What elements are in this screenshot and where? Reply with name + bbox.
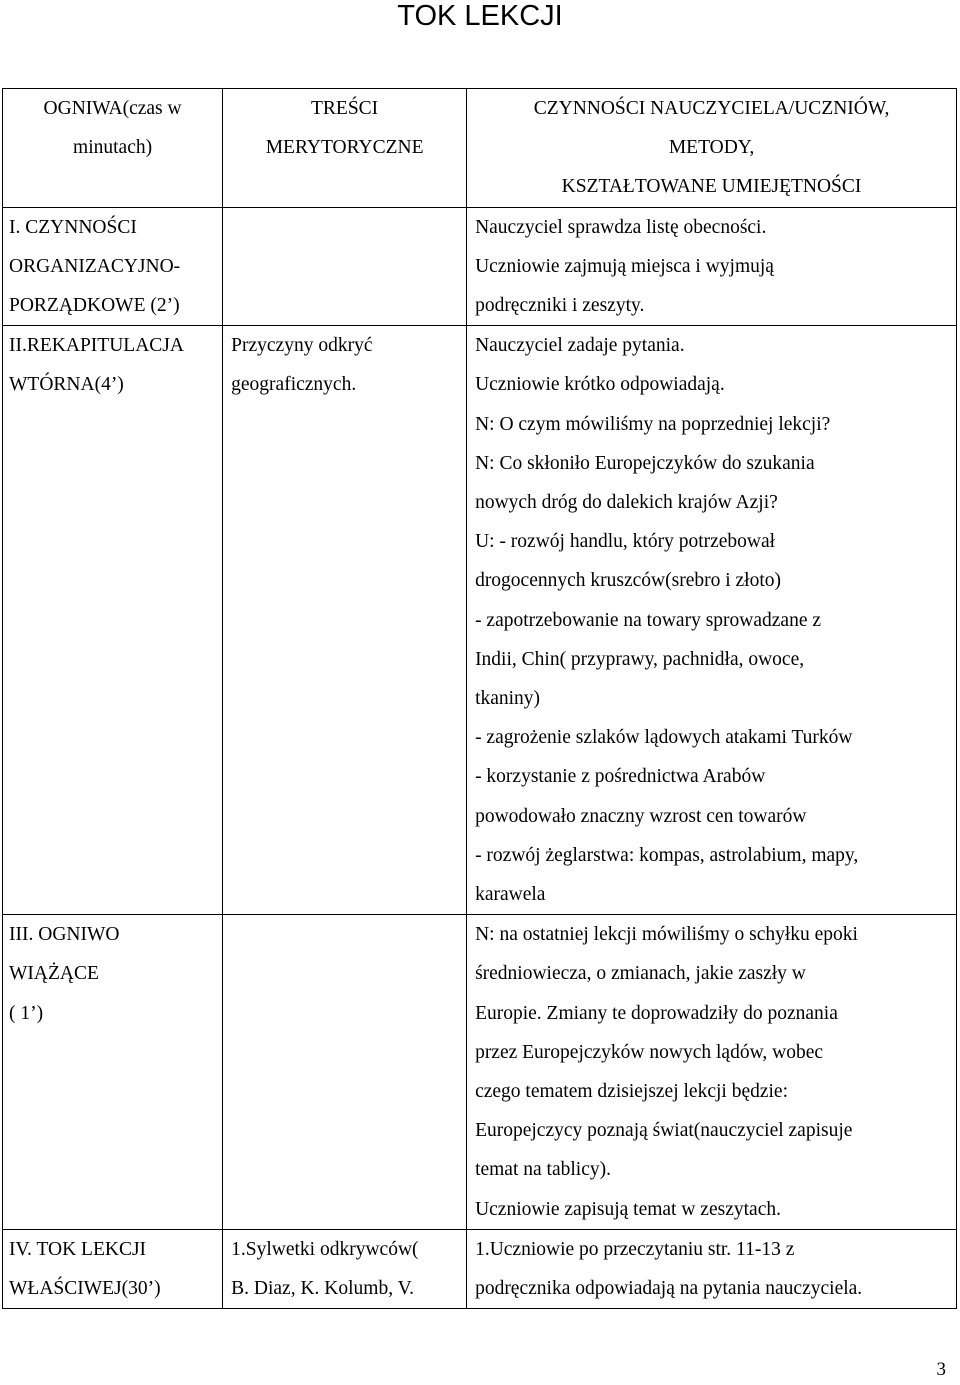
activity-line: temat na tablicy). [475,1159,611,1181]
stage-line: II.REKAPITULACJA [9,335,184,357]
activity-line: U: - rozwój handlu, który potrzebował [475,531,776,553]
header-content-line: TREŚCI [311,98,379,119]
stage-cell [3,207,223,326]
activity-line: karawela [475,884,546,906]
activity-line: - zagrożenie szlaków lądowych atakami Turków [475,727,853,749]
activity-line: 1.Uczniowie po przeczytaniu str. 11-13 z [475,1238,795,1260]
activity-line: podręczniki i zeszyty. [475,295,645,317]
activity-line: Uczniowie krótko odpowiadają. [475,374,725,396]
activity-line: N: O czym mówiliśmy na poprzedniej lekcji? [475,413,831,435]
activity-line: Nauczyciel sprawdza listę obecności. [475,216,767,238]
header-activities-line: KSZTAŁTOWANE UMIEJĘTNOŚCI [561,176,862,198]
stage-cell [3,326,223,915]
table-row [3,1229,957,1308]
page-number: 3 [936,1359,946,1380]
activity-line: tkaniny) [475,688,541,710]
stage-line: WŁAŚCIWEJ(30’) [9,1278,161,1300]
activities-cell [467,1229,957,1308]
header-activities-line: METODY, [668,137,755,159]
activity-line: Nauczyciel zadaje pytania. [475,335,685,357]
activity-line: Uczniowie zajmują miejsca i wyjmują [475,255,774,277]
activities-cell [467,915,957,1230]
table-row [3,915,957,1230]
activities-cell [467,326,957,915]
content-line: Przyczyny odkryć [231,335,373,357]
header-stage [3,89,223,208]
header-stage-line: OGNIWA(czas w [43,98,182,119]
content-line: 1.Sylwetki odkrywców( [231,1238,419,1260]
table-row [3,207,957,326]
header-stage-line: minutach) [73,137,153,159]
activity-line: Uczniowie zapisują temat w zeszytach. [475,1198,781,1220]
stage-line: I. CZYNNOŚCI [9,216,137,238]
content-line: geograficznych. [231,374,357,396]
activity-line: N: Co skłoniło Europejczyków do szukania [475,452,815,474]
activity-line: N: na ostatniej lekcji mówiliśmy o schyłku epoki [475,924,858,946]
page-title: TOK LEKCJI [397,0,563,32]
stage-line: ORGANIZACYJNO- [9,255,181,277]
table-header-row [3,89,957,208]
activities-cell [467,207,957,326]
stage-line: III. OGNIWO [9,924,120,946]
activity-line: - korzystanie z pośrednictwa Arabów [475,766,766,788]
header-content [223,89,467,208]
content-cell [223,915,467,1230]
activity-line: nowych dróg do dalekich krajów Azji? [475,492,778,514]
header-activities [467,89,957,208]
stage-line: WTÓRNA(4’) [9,374,124,396]
stage-cell [3,1229,223,1308]
content-line: B. Diaz, K. Kolumb, V. [231,1278,415,1300]
stage-line: PORZĄDKOWE (2’) [9,295,180,317]
stage-line: IV. TOK LEKCJI [9,1238,147,1260]
activity-line: Indii, Chin( przyprawy, pachnidła, owoce, [475,648,805,670]
activity-line: powodowało znaczny wzrost cen towarów [475,805,807,827]
activity-line: - rozwój żeglarstwa: kompas, astrolabium, mapy, [475,844,859,866]
header-content-line: MERYTORYCZNE [265,137,424,159]
activity-line: drogocennych kruszców(srebro i złoto) [475,570,781,592]
lesson-plan-table [2,88,957,1309]
activity-line: przez Europejczyków nowych lądów, wobec [475,1041,824,1063]
activity-line: Europie. Zmiany te doprowadziły do poznania [475,1002,838,1024]
stage-line: WIĄŻĄCE [9,963,99,985]
table-row [3,326,957,915]
stage-line: ( 1’) [9,1002,44,1024]
content-cell [223,207,467,326]
activity-line: podręcznika odpowiadają na pytania nauczyciela. [475,1278,863,1300]
activity-line: Europejczycy poznają świat(nauczyciel zapisuje [475,1120,853,1142]
activity-line: średniowiecza, o zmianach, jakie zaszły w [475,963,806,985]
stage-cell [3,915,223,1230]
content-cell [223,1229,467,1308]
activity-line: - zapotrzebowanie na towary sprowadzane z [475,609,822,631]
header-activities-line: CZYNNOŚCI NAUCZYCIELA/UCZNIÓW, [533,98,890,119]
content-cell [223,326,467,915]
activity-line: czego tematem dzisiejszej lekcji będzie: [475,1081,788,1103]
